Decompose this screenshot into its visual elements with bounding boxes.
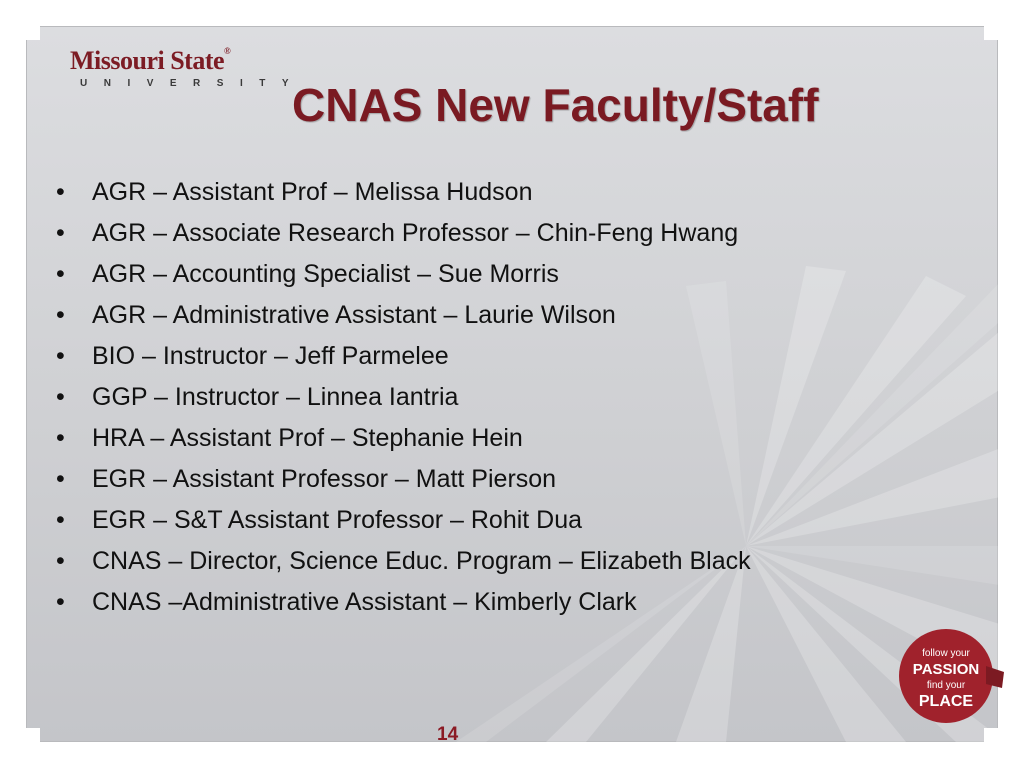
logo-wordmark: [70, 46, 230, 76]
panel-corner-tl: [26, 26, 40, 40]
bullet: •: [56, 383, 65, 411]
bullet: •: [56, 342, 65, 370]
list-item-text: GGP – Instructor – Linnea Iantria: [92, 383, 459, 411]
page-number: 14: [437, 724, 459, 745]
list-item-text: AGR – Accounting Specialist – Sue Morris: [92, 260, 559, 288]
bullet: •: [56, 506, 65, 534]
bullet: •: [56, 547, 65, 575]
bullet: •: [56, 465, 65, 493]
university-logo: [70, 46, 306, 94]
list-item-text: EGR – Assistant Professor – Matt Pierson: [92, 465, 557, 493]
bullet: •: [56, 219, 65, 247]
list-item-text: EGR – S&T Assistant Professor – Rohit Dua: [92, 506, 583, 534]
list-item-text: AGR – Assistant Prof – Melissa Hudson: [92, 178, 533, 206]
list-item-text: AGR – Associate Research Professor – Chin-Feng Hwang: [92, 219, 739, 247]
panel-corner-tr: [984, 26, 998, 40]
logo-trademark: ®: [224, 46, 231, 56]
logo-subtitle: UNIVERSITY: [80, 78, 306, 89]
bullet: •: [56, 424, 65, 452]
badge-line4: PLACE: [918, 693, 974, 710]
follow-your-passion-badge: [894, 626, 1006, 726]
list-item-text: CNAS – Director, Science Educ. Program – Elizabeth Black: [92, 547, 751, 575]
slide-title: CNAS New Faculty/Staff: [292, 79, 819, 131]
bullet: •: [56, 301, 65, 329]
list-item-text: HRA – Assistant Prof – Stephanie Hein: [92, 424, 523, 452]
panel-corner-br: [984, 728, 998, 742]
badge-line1: follow your: [922, 648, 970, 659]
badge-line3: find your: [926, 680, 966, 691]
list-item-text: BIO – Instructor – Jeff Parmelee: [92, 342, 449, 370]
list-item-text: AGR – Administrative Assistant – Laurie Wilson: [92, 301, 616, 329]
bullet: •: [56, 260, 65, 288]
panel-corner-bl: [26, 728, 40, 742]
logo-name: Missouri State: [70, 46, 225, 75]
badge-line2: PASSION: [912, 661, 980, 678]
list-item-text: CNAS –Administrative Assistant – Kimberly Clark: [92, 588, 637, 616]
bullet: •: [56, 588, 65, 616]
bullet: •: [56, 178, 65, 206]
